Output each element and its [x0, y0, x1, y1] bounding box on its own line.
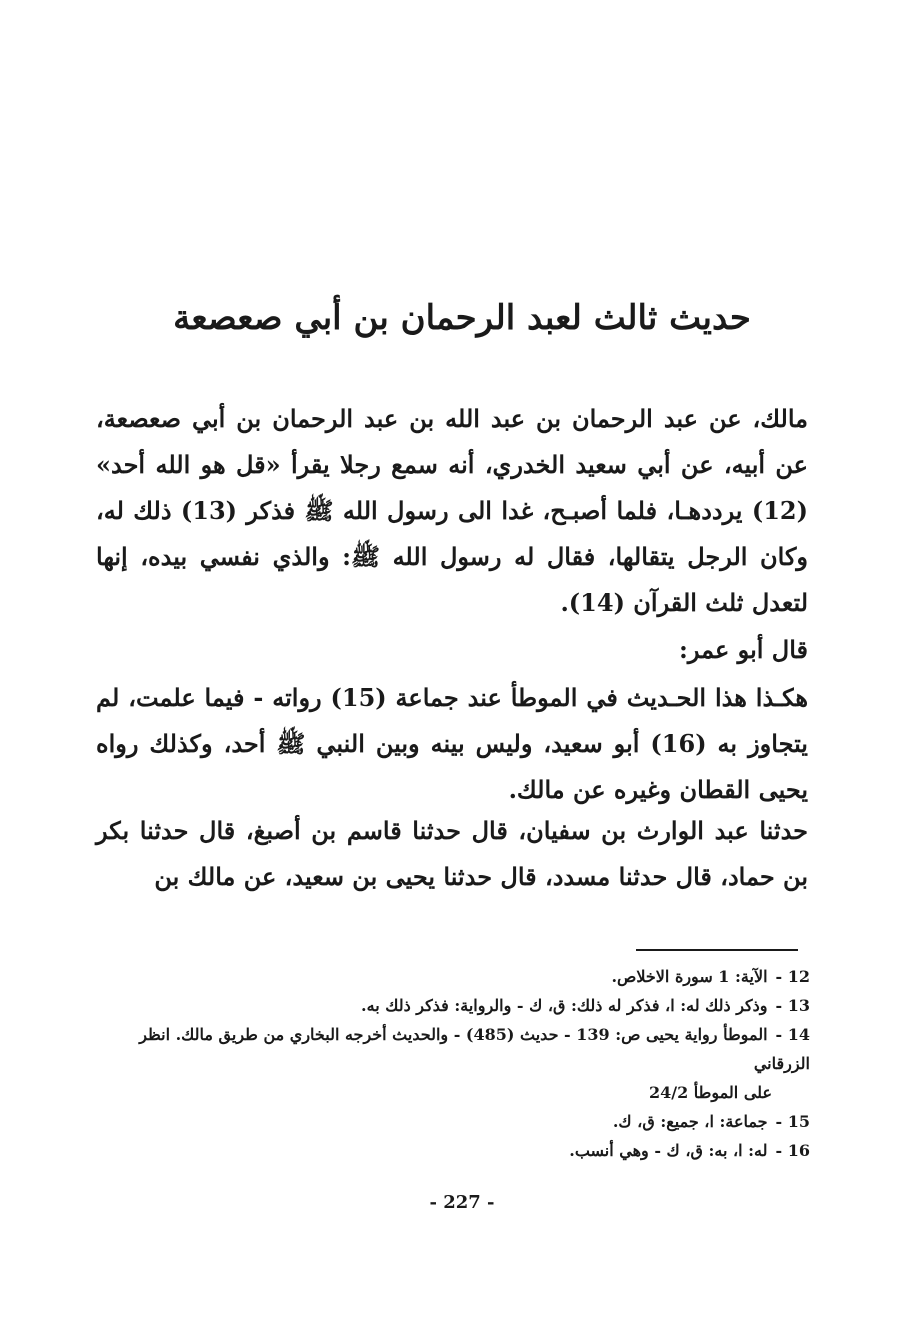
paragraph-commentary: هكـذا هذا الحـديث في الموطأ عند جماعة (15) رواته - فيما علمت، لم يتجاوز به (16) أبو سعيد، وليس بينه وبين النبي ﷺ أحد، وكذلك رواه يحيى القطان وغيره عن مالك.	[96, 683, 808, 804]
footnote-item	[84, 991, 810, 1020]
footnote-item	[84, 1107, 810, 1136]
footnote-divider	[636, 949, 798, 951]
footnote-text: الآية: 1 سورة الاخلاص.	[611, 967, 768, 986]
footnote-continuation: على الموطأ 24/2	[648, 1083, 772, 1102]
paragraph-isnad: حدثنا عبد الوارث بن سفيان، قال حدثنا قاسم بن أصبغ، قال حدثنا بكر بن حماد، قال حدثنا مسدد، قال حدثنا يحيى بن سعيد، عن مالك بن	[96, 816, 808, 891]
footnote-text: الموطأ رواية يحيى ص: 139 - حديث (485) - والحديث أخرجه البخاري من طريق مالك. انظر الزرقاني	[139, 1025, 810, 1073]
footnote-item	[84, 1136, 810, 1165]
footnote-number: 16 -	[775, 1141, 810, 1160]
footnotes-list	[84, 962, 810, 1165]
footnote-text: له: ا، به: ق، ك - وهي أنسب.	[569, 1141, 768, 1160]
paragraph-abu-umar-heading: قال أبو عمر:	[679, 635, 808, 664]
paragraph-hadith-text: مالك، عن عبد الرحمان بن عبد الله بن عبد الرحمان بن أبي صعصعة، عن أبيه، عن أبي سعيد الخدري، أنه سمع رجلا يقرأ «قل هو الله أحد» (12) يرددهـا، فلما أصبـح، غدا الى رسول الله ﷺ فذكر (13) ذلك له، وكان الرجل يتقالها، فقال له رسول الله ﷺ: والذي نفسي بيده، إنها لتعدل ثلث القرآن (14).	[96, 404, 808, 617]
footnote-text: وذكر ذلك له: ا، فذكر له ذلك: ق، ك - والرواية: فذكر ذلك به.	[361, 996, 768, 1015]
page-number: - 227 -	[429, 1192, 495, 1213]
footnote-text: جماعة: ا، جميع: ق، ك.	[612, 1112, 768, 1131]
footnote-number: 13 -	[775, 996, 810, 1015]
footnote-item	[84, 962, 810, 991]
footnote-item	[84, 1020, 810, 1107]
footnote-number: 14 -	[775, 1025, 810, 1044]
footnote-number: 12 -	[775, 967, 810, 986]
page-title: حديث ثالث لعبد الرحمان بن أبي صعصعة	[173, 298, 751, 338]
footnote-number: 15 -	[775, 1112, 810, 1131]
